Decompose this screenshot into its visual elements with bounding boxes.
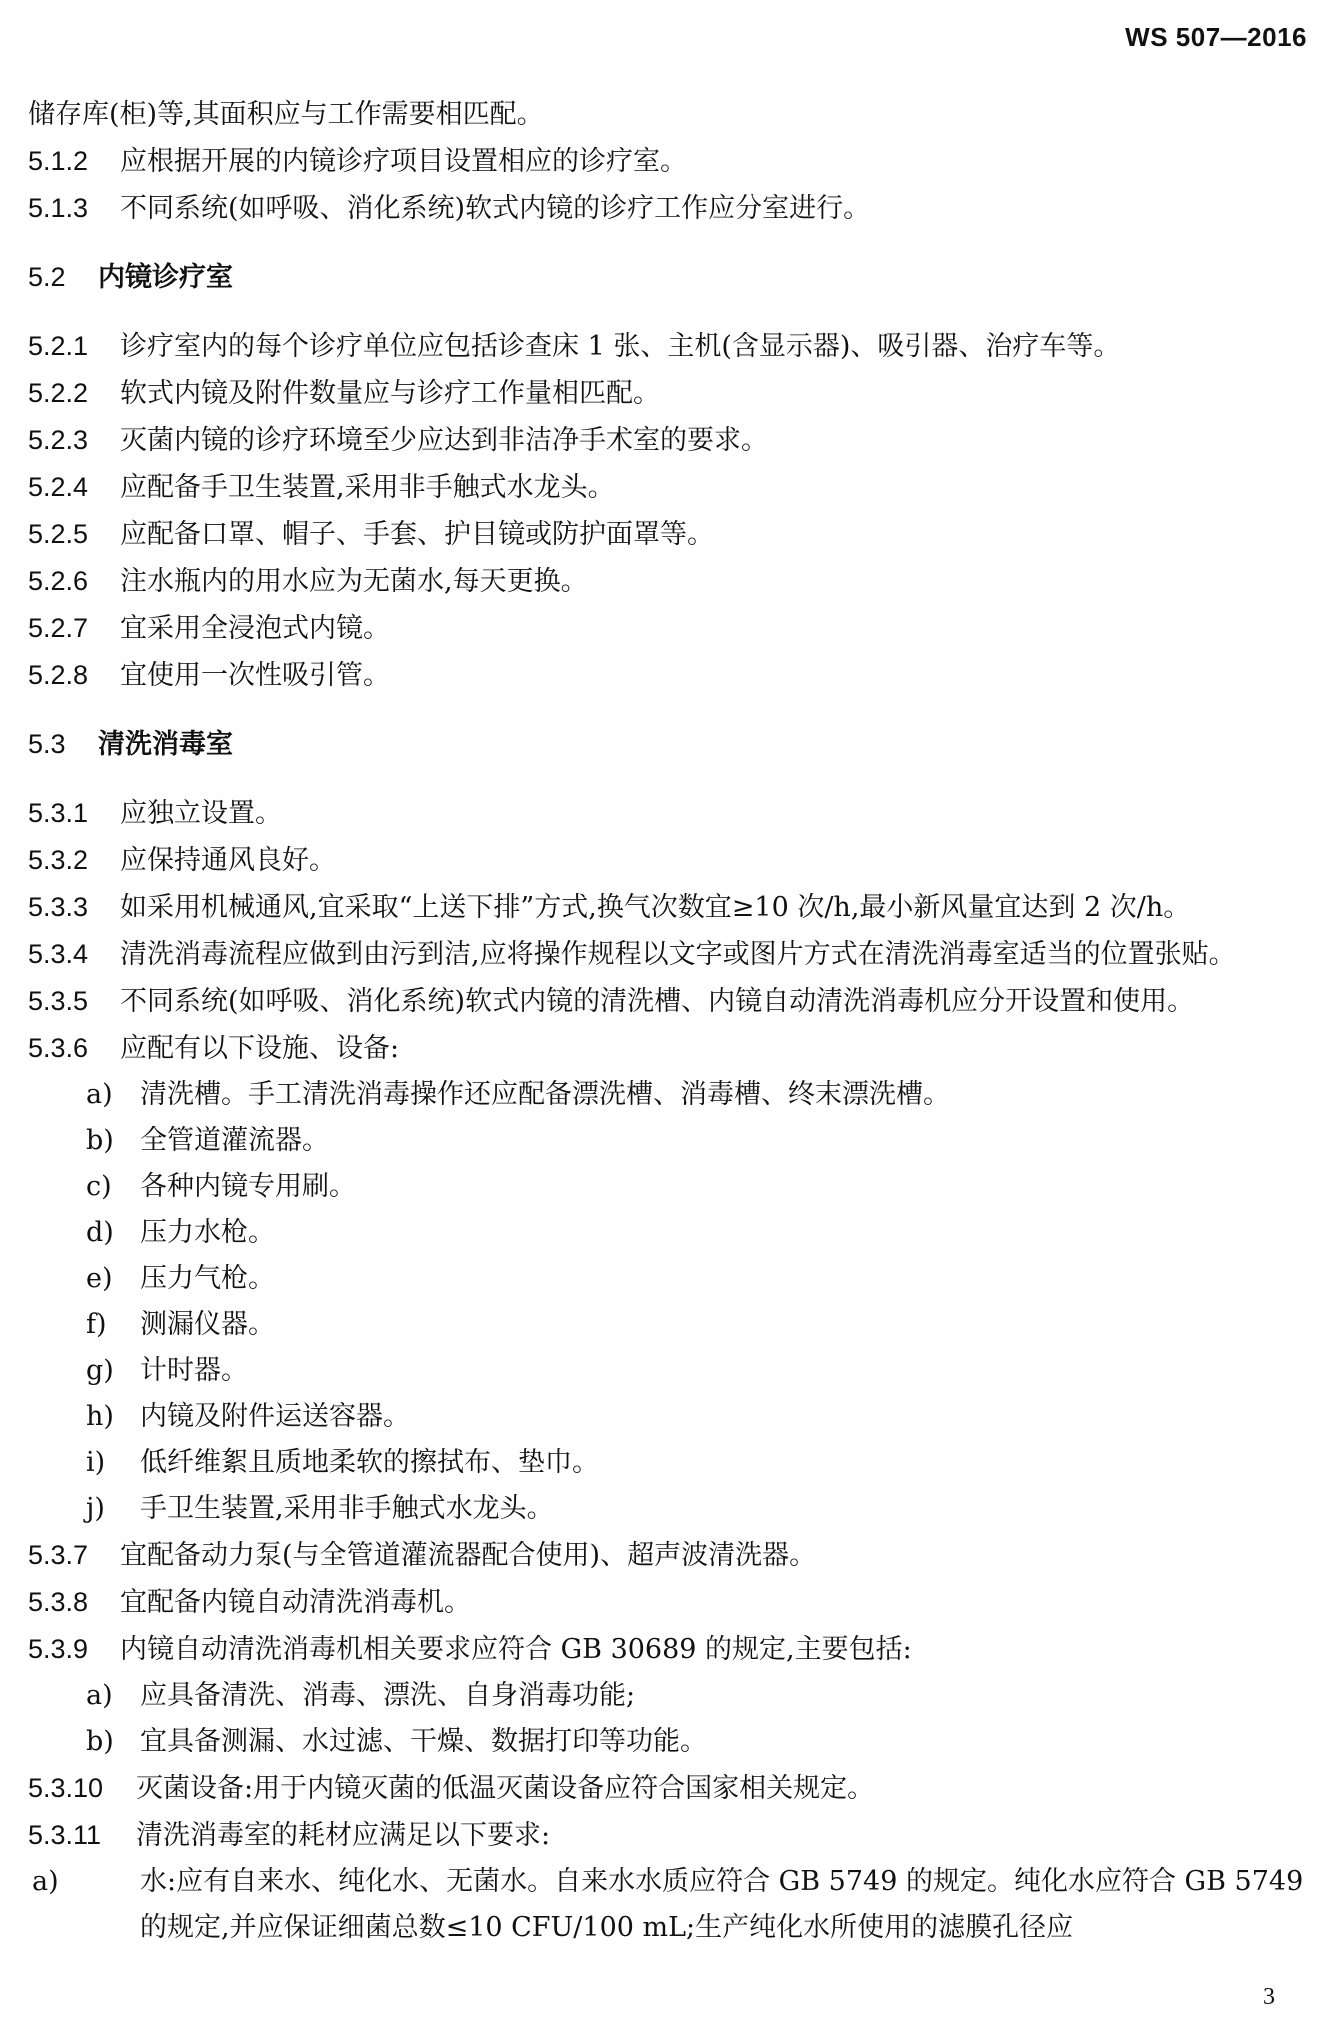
- clause-number: 5.2.5: [28, 519, 89, 549]
- clause-number: 5.1.2: [28, 146, 89, 176]
- clause-text: 不同系统(如呼吸、消化系统)软式内镜的清洗槽、内镜自动清洗消毒机应分开设置和使用。: [120, 986, 1195, 1017]
- clause-text: 宜使用一次性吸引管。: [120, 660, 390, 691]
- clause-paragraph: [28, 1579, 1307, 1626]
- clause-paragraph: [28, 558, 1307, 605]
- clause-text: 清洗消毒室的耗材应满足以下要求:: [136, 1820, 551, 1851]
- list-item-text: 宜具备测漏、水过滤、干燥、数据打印等功能。: [140, 1726, 707, 1757]
- list-item-text: 清洗槽。手工清洗消毒操作还应配备漂洗槽、消毒槽、终末漂洗槽。: [140, 1079, 950, 1110]
- clause-paragraph: [28, 1765, 1307, 1812]
- clause-paragraph: [28, 1812, 1307, 1859]
- clause-paragraph: [28, 185, 1307, 232]
- clause-paragraph: [28, 978, 1307, 1025]
- clause-paragraph: [28, 511, 1307, 558]
- clause-text: 应配备手卫生装置,采用非手触式水龙头。: [120, 472, 615, 503]
- section-heading: [28, 721, 1307, 768]
- list-item-letter: j): [86, 1493, 105, 1524]
- clause-paragraph: [28, 464, 1307, 511]
- clause-paragraph: [28, 1025, 1307, 1072]
- clause-text: 灭菌内镜的诊疗环境至少应达到非洁净手术室的要求。: [120, 425, 768, 456]
- list-item-text: 低纤维絮且质地柔软的擦拭布、垫巾。: [140, 1447, 599, 1478]
- clause-text: 储存库(柜)等,其面积应与工作需要相匹配。: [28, 99, 544, 130]
- clause-text: 应配有以下设施、设备:: [120, 1033, 400, 1064]
- list-item-text: 各种内镜专用刷。: [140, 1171, 356, 1202]
- list-item: [28, 1859, 1307, 1951]
- clause-text: 不同系统(如呼吸、消化系统)软式内镜的诊疗工作应分室进行。: [120, 193, 871, 224]
- list-item-letter: a): [86, 1079, 113, 1110]
- clause-number: 5.3.6: [28, 1033, 89, 1063]
- clause-number: 5.3.3: [28, 892, 89, 922]
- list-item: [28, 1719, 1307, 1765]
- clause-paragraph: [28, 931, 1307, 978]
- clause-number: 5.2.4: [28, 472, 89, 502]
- clause-paragraph: [28, 138, 1307, 185]
- list-item-text: 水:应有自来水、纯化水、无菌水。自来水水质应符合 GB 5749 的规定。纯化水应符合 GB 5749 的规定,并应保证细菌总数≤10 CFU/100 mL;生产纯化水所使用的滤膜孔径应: [140, 1866, 1304, 1943]
- clause-number: 5.2.8: [28, 660, 89, 690]
- list-item-text: 计时器。: [140, 1355, 248, 1386]
- clause-text: 应配备口罩、帽子、手套、护目镜或防护面罩等。: [120, 519, 714, 550]
- section-title: 内镜诊疗室: [98, 262, 233, 293]
- list-item-letter: g): [86, 1355, 114, 1386]
- list-item: [28, 1118, 1307, 1164]
- list-item-text: 压力气枪。: [140, 1263, 275, 1294]
- clause-text: 宜配备内镜自动清洗消毒机。: [120, 1587, 471, 1618]
- clause-number: 5.3.8: [28, 1587, 89, 1617]
- list-item: [28, 1348, 1307, 1394]
- clause-number: 5.3.1: [28, 798, 89, 828]
- list-item: [28, 1673, 1307, 1719]
- clause-paragraph: [28, 790, 1307, 837]
- list-item: [28, 1394, 1307, 1440]
- clause-paragraph: [28, 370, 1307, 417]
- page-number: 3: [1263, 1984, 1275, 2010]
- list-item: [28, 1256, 1307, 1302]
- clause-number: 5.3.2: [28, 845, 89, 875]
- clause-number: 5.2.3: [28, 425, 89, 455]
- list-item-letter: h): [86, 1401, 114, 1432]
- list-item: [28, 1302, 1307, 1348]
- list-item-letter: e): [86, 1263, 113, 1294]
- clause-text: 应保持通风良好。: [120, 845, 336, 876]
- list-item-letter: c): [86, 1171, 112, 1202]
- list-item: [28, 1486, 1307, 1532]
- clause-paragraph: [28, 652, 1307, 699]
- list-item-text: 测漏仪器。: [140, 1309, 275, 1340]
- clause-number: 5.3.4: [28, 939, 89, 969]
- list-item: [28, 1072, 1307, 1118]
- clause-number: 5.2.1: [28, 331, 89, 361]
- clause-number: 5.2.7: [28, 613, 89, 643]
- clause-text: 软式内镜及附件数量应与诊疗工作量相匹配。: [120, 378, 660, 409]
- clause-text: 灭菌设备:用于内镜灭菌的低温灭菌设备应符合国家相关规定。: [136, 1773, 875, 1804]
- clause-text: 应根据开展的内镜诊疗项目设置相应的诊疗室。: [120, 146, 687, 177]
- clause-text: 宜采用全浸泡式内镜。: [120, 613, 390, 644]
- clause-text: 如采用机械通风,宜采取“上送下排”方式,换气次数宜≥10 次/h,最小新风量宜达到 2 次/h。: [120, 892, 1191, 923]
- list-item: [28, 1440, 1307, 1486]
- clause-number: 5.3.10: [28, 1773, 104, 1803]
- clause-paragraph: [28, 1626, 1307, 1673]
- list-item-letter: d): [86, 1217, 114, 1248]
- clause-number: 5.1.3: [28, 193, 89, 223]
- clause-paragraph: [28, 92, 1307, 138]
- clause-text: 诊疗室内的每个诊疗单位应包括诊查床 1 张、主机(含显示器)、吸引器、治疗车等。: [120, 331, 1121, 362]
- clause-text: 清洗消毒流程应做到由污到洁,应将操作规程以文字或图片方式在清洗消毒室适当的位置张贴。: [120, 939, 1236, 970]
- list-item-text: 手卫生装置,采用非手触式水龙头。: [140, 1493, 554, 1524]
- document-body: [28, 92, 1307, 1951]
- clause-paragraph: [28, 837, 1307, 884]
- list-item-letter: a): [86, 1680, 113, 1711]
- clause-text: 应独立设置。: [120, 798, 282, 829]
- list-item-letter: b): [86, 1726, 114, 1757]
- clause-text: 注水瓶内的用水应为无菌水,每天更换。: [120, 566, 588, 597]
- section-heading: [28, 254, 1307, 301]
- clause-paragraph: [28, 605, 1307, 652]
- section-number: 5.3: [28, 729, 66, 759]
- list-item-text: 内镜及附件运送容器。: [140, 1401, 410, 1432]
- clause-number: 5.3.7: [28, 1540, 89, 1570]
- list-item: [28, 1164, 1307, 1210]
- clause-paragraph: [28, 1532, 1307, 1579]
- clause-paragraph: [28, 417, 1307, 464]
- list-item: [28, 1210, 1307, 1256]
- list-item-letter: i): [86, 1447, 106, 1478]
- list-item-letter: b): [86, 1125, 114, 1156]
- list-item-text: 压力水枪。: [140, 1217, 275, 1248]
- list-item-text: 全管道灌流器。: [140, 1125, 329, 1156]
- clause-text: 内镜自动清洗消毒机相关要求应符合 GB 30689 的规定,主要包括:: [120, 1634, 912, 1665]
- list-item-letter: f): [86, 1309, 107, 1340]
- clause-number: 5.2.6: [28, 566, 89, 596]
- document-code-header: WS 507—2016: [1125, 22, 1307, 52]
- list-item-letter: a): [32, 1866, 59, 1897]
- clause-number: 5.2.2: [28, 378, 89, 408]
- clause-number: 5.3.11: [28, 1820, 102, 1850]
- clause-number: 5.3.9: [28, 1634, 89, 1664]
- clause-paragraph: [28, 884, 1307, 931]
- clause-text: 宜配备动力泵(与全管道灌流器配合使用)、超声波清洗器。: [120, 1540, 817, 1571]
- clause-paragraph: [28, 323, 1307, 370]
- list-item-text: 应具备清洗、消毒、漂洗、自身消毒功能;: [140, 1680, 636, 1711]
- section-number: 5.2: [28, 262, 66, 292]
- clause-number: 5.3.5: [28, 986, 89, 1016]
- section-title: 清洗消毒室: [98, 729, 233, 760]
